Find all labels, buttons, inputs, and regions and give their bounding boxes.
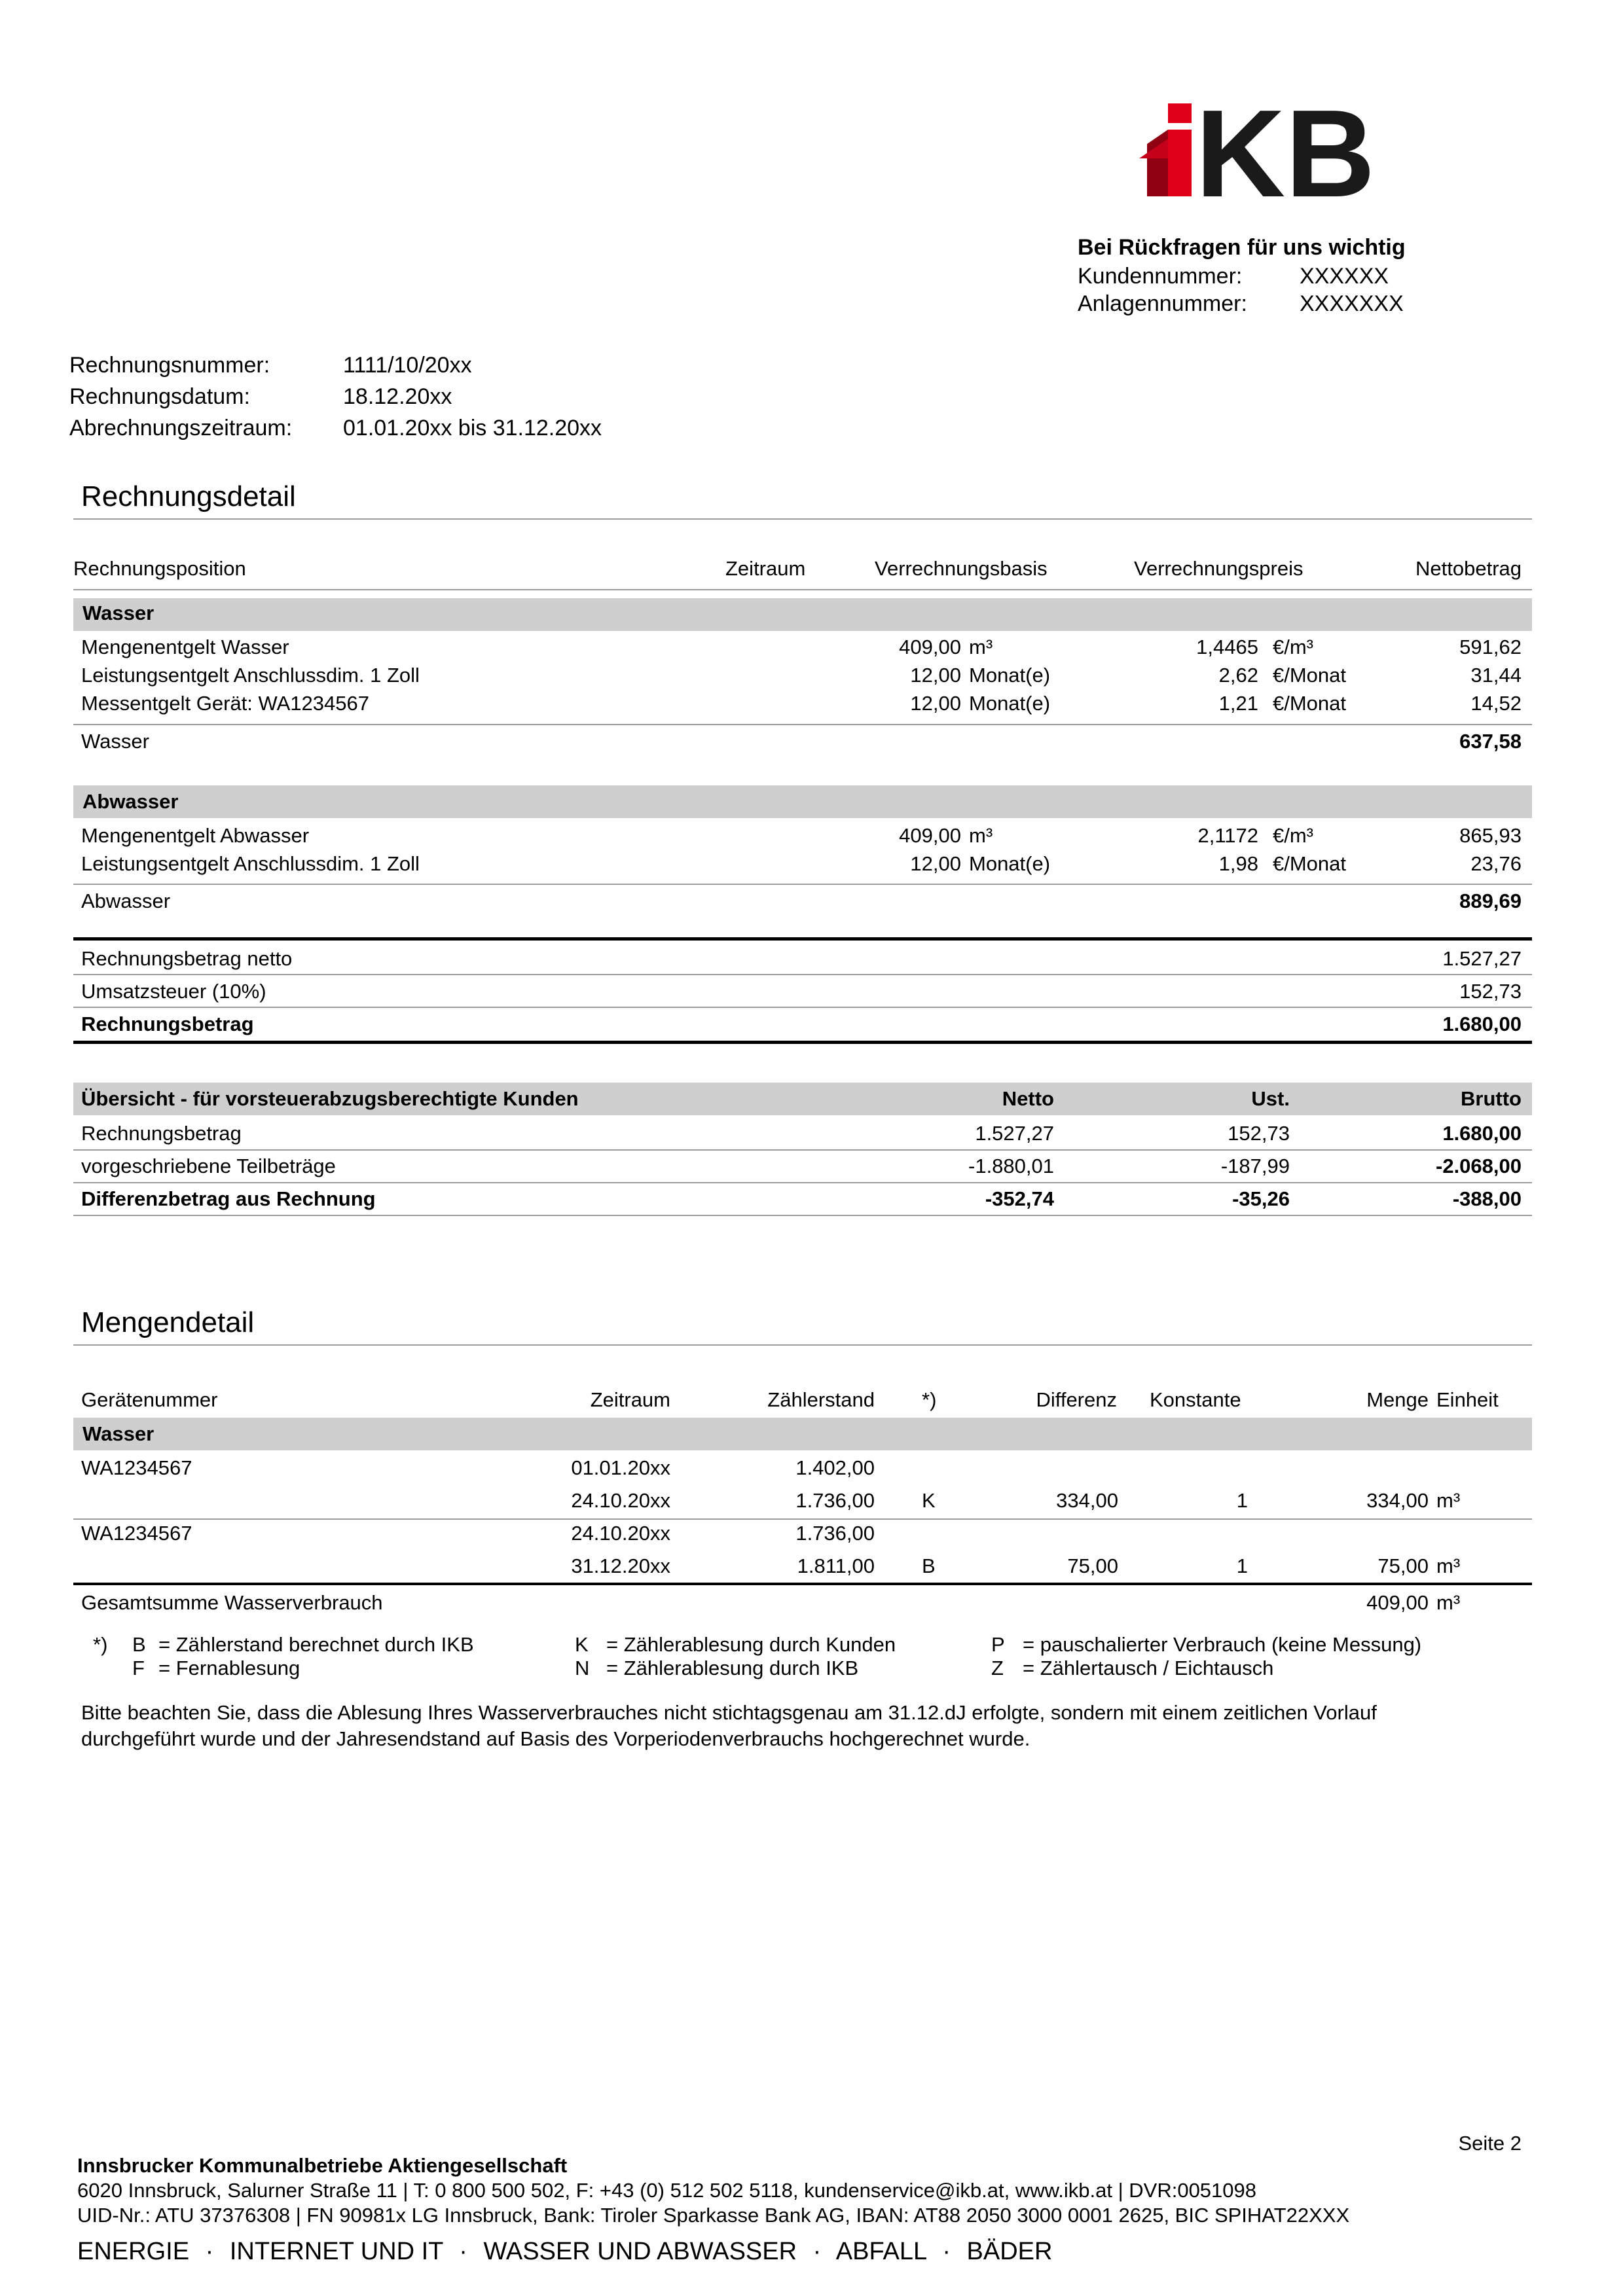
line-item-name: Leistungsentgelt Anschlussdim. 1 Zoll [81,664,420,687]
section-heading-invoice-detail: Rechnungsdetail [81,480,296,512]
contact-title: Bei Rückfragen für uns wichtig [1078,235,1406,260]
meter-unit: m³ [1436,1554,1461,1577]
line-item-price-unit: €/Monat [1273,692,1347,715]
legend-text: = Zählerablesung durch Kunden [606,1633,896,1656]
legend-code: B [132,1633,146,1656]
customer-number-label: Kundennummer: [1078,264,1243,289]
col-header-price: Verrechnungspreis [1134,557,1304,580]
meter-const: 1 [1236,1489,1248,1512]
line-item-price-unit: €/Monat [1273,852,1347,875]
plant-number-value: XXXXXXX [1300,291,1404,316]
divider [73,724,1532,725]
overview-row-brutto: -388,00 [1452,1187,1522,1210]
overview-row-ust: -187,99 [1220,1155,1290,1177]
col-header-unit: Einheit [1436,1388,1499,1411]
legend-code: P [991,1633,1005,1656]
legend-text: = Zählerstand berechnet durch IKB [158,1633,474,1656]
legend-code: F [132,1657,145,1679]
line-item-net: 14,52 [1470,692,1522,715]
overview-row-ust: -35,26 [1232,1187,1290,1210]
col-header-position: Rechnungsposition [73,557,246,580]
legend-code: Z [991,1657,1004,1679]
totals-top-rule [73,937,1532,941]
divider [73,1007,1532,1008]
meter-reading: 1.402,00 [795,1456,875,1479]
billing-period-label: Abrechnungszeitraum: [69,416,293,440]
col-header-diff: Differenz [1036,1388,1117,1411]
divider [73,884,1532,885]
legend-text: = Zählerablesung durch IKB [606,1657,859,1679]
divider [73,1149,1532,1151]
col-header-flag: *) [922,1388,937,1411]
divider [73,1182,1532,1183]
meter-reading: 1.811,00 [797,1554,875,1577]
meter-device: WA1234567 [81,1456,192,1479]
line-item-price: 1,21 [1218,692,1258,715]
col-header-basis: Verrechnungsbasis [875,557,1048,580]
meter-const: 1 [1236,1554,1248,1577]
line-item-name: Mengenentgelt Wasser [81,636,289,658]
meter-diff: 75,00 [1067,1554,1118,1577]
footer-registry: UID-Nr.: ATU 37376308 | FN 90981x LG Innsbruck, Bank: Tiroler Sparkasse Bank AG, IBAN: AT88 2050 3000 0001 2625, BIC SPIHAT22XXX [77,2204,1350,2227]
line-item-net: 31,44 [1470,664,1522,687]
billing-period-value: 01.01.20xx bis 31.12.20xx [343,416,602,440]
legend-code: N [575,1657,590,1679]
line-item-price: 1,4465 [1196,636,1258,658]
line-item-basis-unit: m³ [969,824,993,847]
col-header-net: Nettobetrag [1415,557,1522,580]
divider [73,1518,1532,1520]
line-item-price-unit: €/m³ [1273,824,1313,847]
col-header-amount: Menge [1366,1388,1429,1411]
invoice-number-value: 1111/10/20xx [343,353,472,378]
overview-title: Übersicht - für vorsteuerabzugsberechtigte Kunden [81,1087,579,1110]
invoice-number-label: Rechnungsnummer: [69,353,270,378]
col-header-period: Zeitraum [725,557,806,580]
vat-label: Umsatzsteuer (10%) [81,980,266,1003]
meter-date: 01.01.20xx [571,1456,670,1479]
overview-col-ust: Ust. [1251,1087,1290,1110]
line-item-price-unit: €/Monat [1273,664,1347,687]
divider [73,589,1532,590]
logo-text: KB [1195,98,1376,203]
quantity-total-amount: 409,00 [1366,1591,1429,1614]
overview-row-label: vorgeschriebene Teilbeträge [81,1155,336,1177]
total-gross-value: 1.680,00 [1442,1013,1522,1035]
meter-flag: B [922,1554,936,1577]
line-item-basis: 409,00 [899,636,961,658]
divider [73,1344,1532,1346]
divider [73,1215,1532,1216]
meter-date: 24.10.20xx [571,1522,670,1545]
meter-reading: 1.736,00 [795,1489,875,1512]
meter-date: 24.10.20xx [571,1489,670,1512]
meter-unit: m³ [1436,1489,1461,1512]
division-energie: ENERGIE [77,2238,190,2265]
legend-marker: *) [93,1633,108,1656]
subtotal-label-abwasser: Abwasser [81,889,171,912]
line-item-basis: 12,00 [910,692,961,715]
overview-row-ust: 152,73 [1228,1122,1290,1145]
meter-amount: 75,00 [1377,1554,1429,1577]
meter-amount: 334,00 [1366,1489,1429,1512]
col-header-const: Konstante [1150,1388,1241,1411]
overview-col-netto: Netto [1002,1087,1054,1110]
col-header-device: Gerätenummer [81,1388,218,1411]
totals-bottom-rule [73,1041,1532,1044]
legend-text: = pauschalierter Verbrauch (keine Messung) [1023,1633,1422,1656]
line-item-basis: 409,00 [899,824,961,847]
subtotal-value-wasser: 637,58 [1459,730,1522,753]
plant-number-label: Anlagennummer: [1078,291,1247,316]
division-abfall: ABFALL [835,2238,926,2265]
overview-row-netto: 1.527,27 [975,1122,1054,1145]
divider [73,974,1532,975]
division-separator: · [812,2238,822,2265]
meter-diff: 334,00 [1056,1489,1118,1512]
line-item-name: Messentgelt Gerät: WA1234567 [81,692,369,715]
invoice-date-value: 18.12.20xx [343,384,452,409]
group-band-wasser [73,598,1532,631]
line-item-price-unit: €/m³ [1273,636,1313,658]
line-item-net: 591,62 [1459,636,1522,658]
overview-row-netto: -1.880,01 [968,1155,1054,1177]
subtotal-value-abwasser: 889,69 [1459,889,1522,912]
division-separator: · [942,2238,951,2265]
division-separator: · [459,2238,467,2265]
col-header-period: Zeitraum [590,1388,670,1411]
group-title-abwasser: Abwasser [82,790,179,813]
line-item-basis-unit: Monat(e) [969,664,1051,687]
overview-row-brutto: -2.068,00 [1436,1155,1522,1177]
legend-text: = Zählertausch / Eichtausch [1023,1657,1274,1679]
line-item-price: 1,98 [1218,852,1258,875]
line-item-basis: 12,00 [910,852,961,875]
division-baeder: BÄDER [966,2238,1053,2265]
group-band-abwasser [73,785,1532,818]
vat-value: 152,73 [1459,980,1522,1003]
section-heading-quantity-detail: Mengendetail [81,1306,255,1338]
quantity-total-unit: m³ [1436,1591,1461,1614]
page-number: Seite 2 [1458,2132,1522,2155]
line-item-basis: 12,00 [910,664,961,687]
meter-flag: K [922,1489,936,1512]
meter-date: 31.12.20xx [571,1554,670,1577]
quantity-total-label: Gesamtsumme Wasserverbrauch [81,1591,383,1614]
note-line-1: Bitte beachten Sie, dass die Ablesung Ihres Wasserverbrauches nicht stichtagsgenau am 31.12.dJ erfolgte, sondern mit einem zeitlichen Vorlauf [81,1701,1377,1724]
note-line-2: durchgeführt wurde und der Jahresendstand auf Basis des Vorperiodenverbrauchs hochgerechnet wurde. [81,1727,1030,1750]
customer-number-value: XXXXXX [1300,264,1389,289]
division-separator: · [205,2238,214,2265]
invoice-date-label: Rechnungsdatum: [69,384,250,409]
subtotal-label-wasser: Wasser [81,730,149,753]
line-item-price: 2,1172 [1197,824,1258,847]
division-wasser: WASSER UND ABWASSER [483,2238,797,2265]
footer-company: Innsbrucker Kommunalbetriebe Aktiengesellschaft [77,2154,568,2177]
divider [73,518,1532,520]
line-item-net: 865,93 [1459,824,1522,847]
division-internet: INTERNET UND IT [229,2238,443,2265]
col-header-reading: Zählerstand [767,1388,875,1411]
quantity-total-rule [73,1583,1532,1585]
footer-address: 6020 Innsbruck, Salurner Straße 11 | T: 0 800 500 502, F: +43 (0) 512 502 5118, kundenservice@ikb.at, www.ikb.at | DVR:0051098 [77,2179,1257,2202]
overview-row-netto: -352,74 [985,1187,1054,1210]
overview-row-brutto: 1.680,00 [1442,1122,1522,1145]
group-title-wasser: Wasser [82,601,155,624]
total-net-value: 1.527,27 [1442,947,1522,970]
overview-row-label: Differenzbetrag aus Rechnung [81,1187,376,1210]
line-item-basis-unit: Monat(e) [969,692,1051,715]
ikb-logo [1139,98,1388,203]
line-item-name: Mengenentgelt Abwasser [81,824,310,847]
group-title-wasser: Wasser [82,1422,155,1445]
legend-code: K [575,1633,589,1656]
total-gross-label: Rechnungsbetrag [81,1013,254,1035]
overview-row-label: Rechnungsbetrag [81,1122,242,1145]
legend-text: = Fernablesung [158,1657,301,1679]
line-item-basis-unit: m³ [969,636,993,658]
footer-divisions [77,2237,1052,2266]
meter-reading: 1.736,00 [795,1522,875,1545]
line-item-price: 2,62 [1218,664,1258,687]
line-item-net: 23,76 [1470,852,1522,875]
line-item-name: Leistungsentgelt Anschlussdim. 1 Zoll [81,852,420,875]
overview-col-brutto: Brutto [1461,1087,1522,1110]
line-item-basis-unit: Monat(e) [969,852,1051,875]
total-net-label: Rechnungsbetrag netto [81,947,293,970]
group-band-wasser [73,1418,1532,1450]
meter-device: WA1234567 [81,1522,192,1545]
